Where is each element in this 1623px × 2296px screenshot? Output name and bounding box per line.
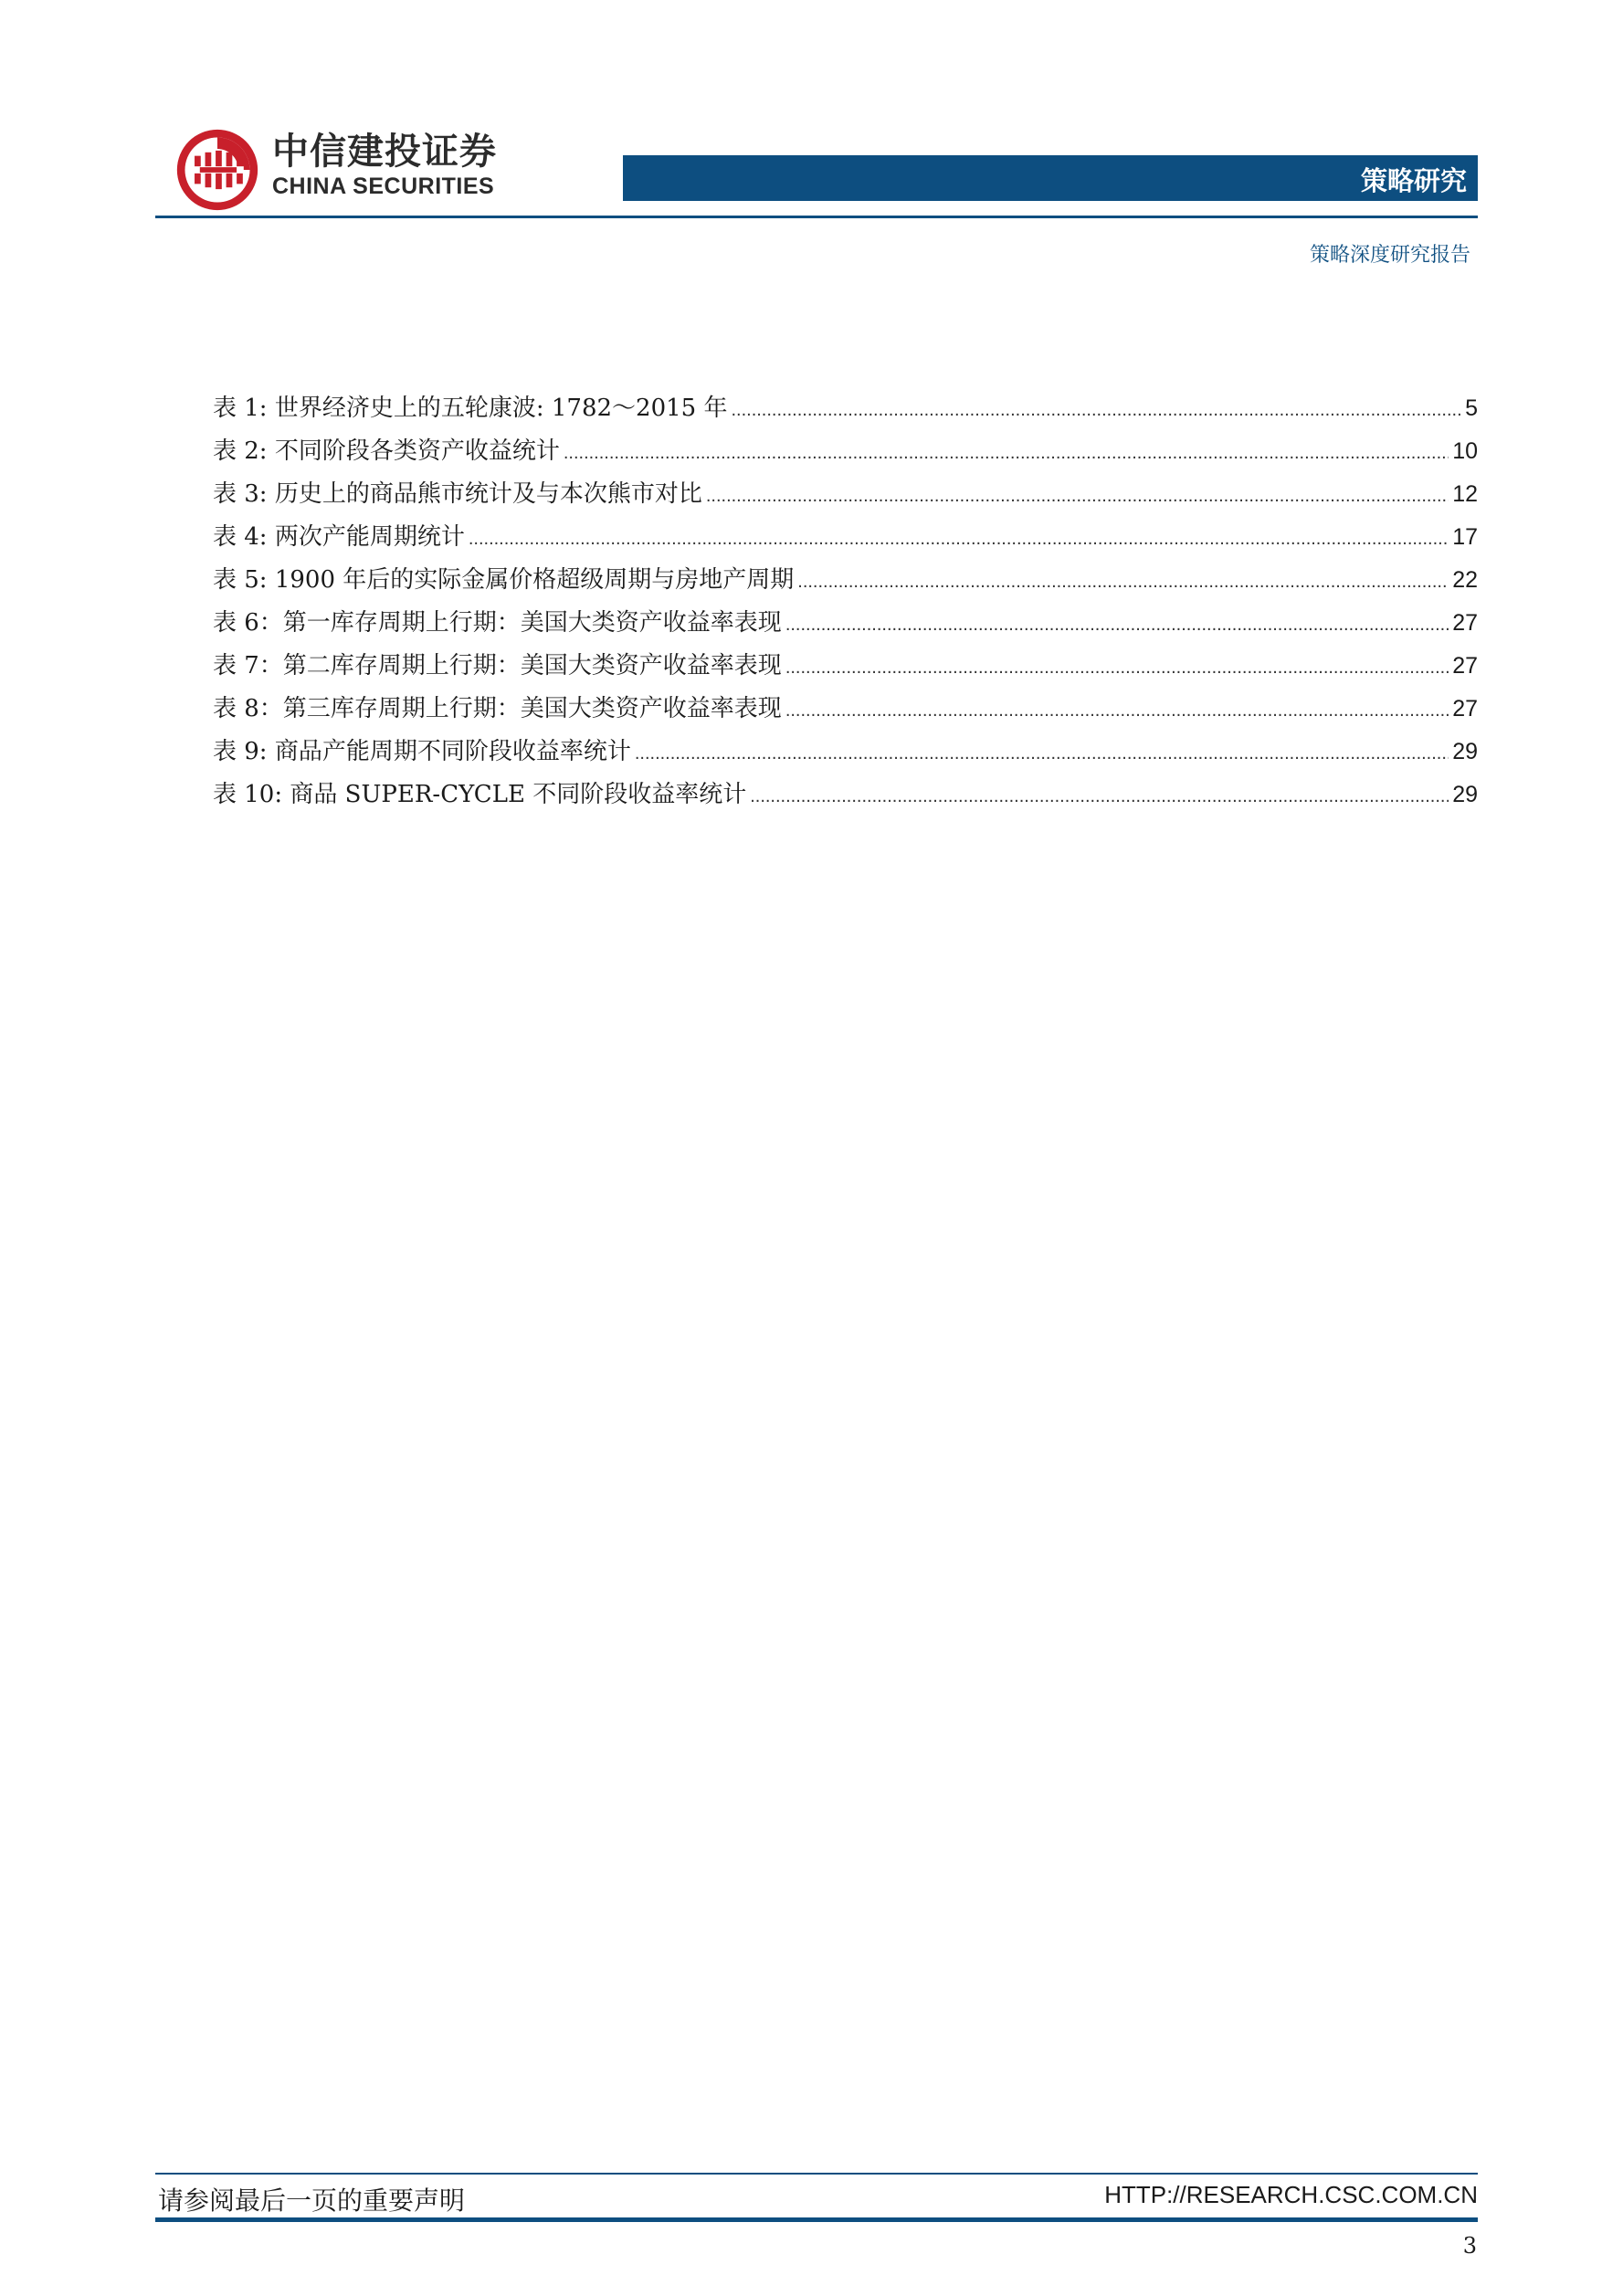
toc-item[interactable] [213, 389, 1478, 432]
table-of-contents [213, 389, 1478, 818]
toc-item-page: 10 [1452, 438, 1478, 464]
toc-dot-leader [785, 615, 1449, 636]
toc-item-title: 表 1: 世界经济史上的五轮康波: 1782～2015 年 [213, 395, 728, 422]
toc-dot-leader [635, 743, 1449, 764]
toc-dot-leader [750, 786, 1449, 807]
toc-dot-leader [785, 658, 1449, 679]
toc-dot-leader [706, 486, 1449, 507]
toc-dot-leader [469, 529, 1449, 550]
page-number: 3 [1462, 2233, 1477, 2259]
toc-item[interactable] [213, 775, 1478, 818]
toc-item-page: 5 [1465, 395, 1478, 421]
brand-name-en: CHINA SECURITIES [272, 174, 495, 199]
toc-item-page: 27 [1452, 696, 1478, 721]
toc-dot-leader [785, 700, 1449, 721]
toc-dot-leader [731, 400, 1461, 421]
toc-item[interactable] [213, 732, 1478, 775]
toc-item-title: 表 3: 历史上的商品熊市统计及与本次熊市对比 [213, 480, 702, 508]
toc-item-page: 27 [1452, 610, 1478, 636]
toc-item-page: 29 [1452, 782, 1478, 807]
toc-item-title: 表 7：第二库存周期上行期：美国大类资产收益率表现 [213, 652, 782, 679]
toc-item[interactable] [213, 690, 1478, 732]
footer-divider-bottom [155, 2217, 1478, 2222]
header-divider [155, 216, 1478, 218]
toc-item-title: 表 6：第一库存周期上行期：美国大类资产收益率表现 [213, 609, 782, 637]
header-bar [623, 155, 1478, 201]
citic-logo-icon [174, 126, 261, 214]
toc-item-title: 表 10: 商品 SUPER-CYCLE 不同阶段收益率统计 [213, 781, 747, 808]
toc-item[interactable] [213, 475, 1478, 518]
brand-name-cn: 中信建投证券 [272, 131, 497, 173]
toc-item-title: 表 5: 1900 年后的实际金属价格超级周期与房地产周期 [213, 566, 795, 594]
toc-item-page: 22 [1452, 567, 1478, 593]
toc-dot-leader [564, 443, 1449, 464]
footer-url-link[interactable]: HTTP://RESEARCH.CSC.COM.CN [1104, 2181, 1478, 2208]
toc-item-title: 表 9: 商品产能周期不同阶段收益率统计 [213, 738, 631, 765]
toc-item[interactable] [213, 604, 1478, 647]
toc-item[interactable] [213, 647, 1478, 690]
toc-item-title: 表 2: 不同阶段各类资产收益统计 [213, 437, 560, 465]
toc-item-page: 29 [1452, 739, 1478, 764]
footer-divider-top [155, 2173, 1478, 2175]
toc-item[interactable] [213, 561, 1478, 604]
report-type: 策略深度研究报告 [1309, 244, 1470, 267]
footer-disclaimer: 请参阅最后一页的重要声明 [158, 2185, 466, 2216]
toc-item-page: 27 [1452, 653, 1478, 679]
toc-dot-leader [797, 572, 1449, 593]
section-label: 策略研究 [1360, 165, 1467, 196]
toc-item[interactable] [213, 518, 1478, 561]
toc-item[interactable] [213, 432, 1478, 475]
toc-item-page: 17 [1452, 524, 1478, 550]
toc-item-page: 12 [1452, 481, 1478, 507]
toc-item-title: 表 8：第三库存周期上行期：美国大类资产收益率表现 [213, 695, 782, 722]
toc-item-title: 表 4: 两次产能周期统计 [213, 523, 465, 551]
